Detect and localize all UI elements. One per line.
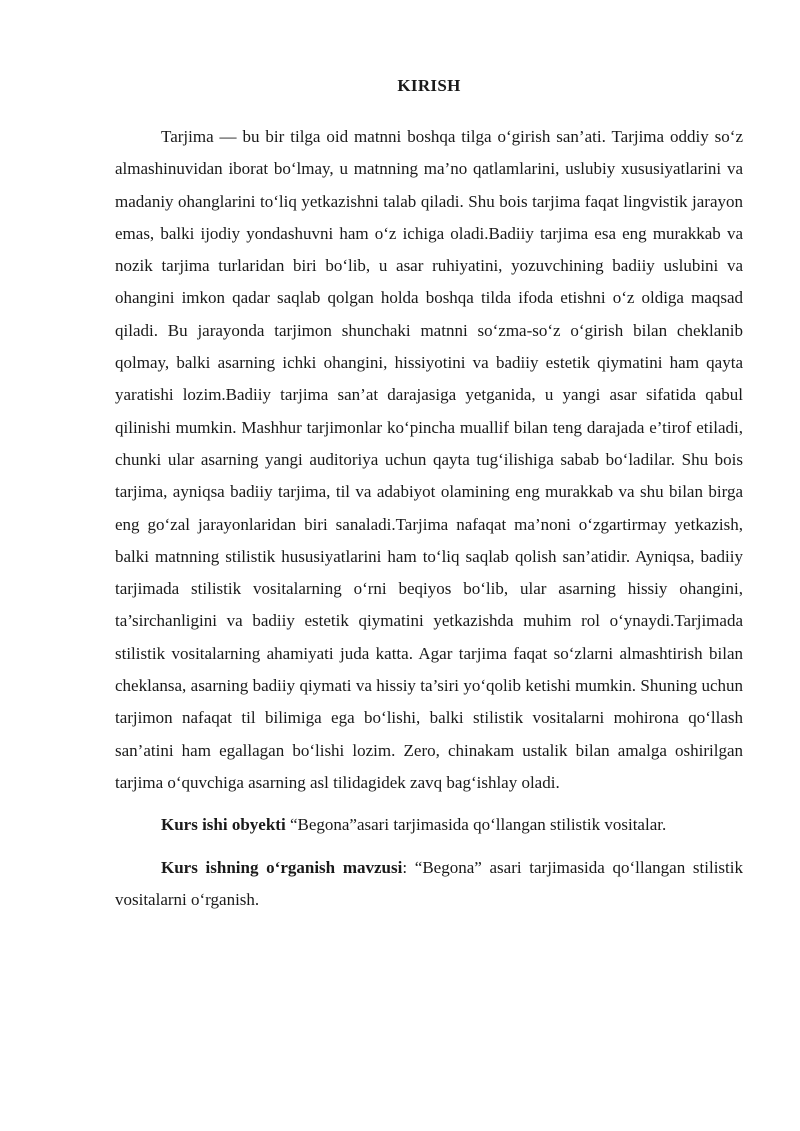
course-subject-label: Kurs ishning o‘rganish mavzusi bbox=[161, 857, 403, 877]
page-title: KIRISH bbox=[397, 76, 461, 95]
course-object-text: “Begona”asari tarjimasida qo‘llangan stilistik vositalar. bbox=[285, 815, 667, 835]
document-body bbox=[115, 121, 743, 916]
intro-paragraph: Tarjima — bu bir tilga oid matnni boshqa tilga o‘girish san’ati. Tarjima oddiy so‘z almashinuvidan iborat bo‘lmay, u matnning ma’no qatlamlarini, uslubiy xususiyatlarini va madaniy ohanglarini to‘liq yetkazishni talab qiladi. Shu bois tarjima faqat lingvistik jarayon emas, balki ijodiy yondashuvni ham o‘z ichiga oladi.Badiiy tarjima esa eng murakkab va nozik tarjima turlaridan biri bo‘lib, u asar ruhiyatini, yozuvchining badiiy uslubini va ohangini imkon qadar saqlab qolgan holda boshqa tilda ifoda etishni o‘z oldiga maqsad qiladi. Bu jarayonda tarjimon shunchaki matnni so‘zma-so‘z o‘girish bilan cheklanib qolmay, balki asarning ichki ohangini, hissiyotini va badiiy estetik qiymatini ham qayta yaratishi lozim.Badiiy tarjima san’at darajasiga yetganida, u yangi asar sifatida qabul qilinishi mumkin. Mashhur tarjimonlar ko‘pincha muallif bilan teng darajada e’tirof etiladi, chunki ular asarning yangi auditoriya uchun qayta tug‘ilishiga sabab bo‘ladilar. Shu bois tarjima, ayniqsa badiiy tarjima, til va adabiyot olamining eng murakkab va shu bilan birga eng go‘zal jarayonlaridan biri sanaladi.Tarjima nafaqat ma’noni o‘zgartirmay yetkazish, balki matnning stilistik hususiyatlarini ham to‘liq saqlab qolish san’atidir. Ayniqsa, badiiy tarjimada stilistik vositalarning o‘rni beqiyos bo‘lib, ular asarning hissiy ohangini, ta’sirchanligini va badiiy estetik qiymatini yetkazishda muhim rol o‘ynaydi.Tarjimada stilistik vositalarning ahamiyati juda katta. Agar tarjima faqat so‘zlarni almashtirish bilan cheklansa, asarning badiiy qiymati va hissiy ta’siri yo‘qolib ketishi mumkin. Shuning uchun tarjimon nafaqat til bilimiga ega bo‘lishi, balki stilistik vositalarni mohirona qo‘llash san’atini ham egallagan bo‘lishi lozim. Zero, chinakam ustalik bilan amalga oshirilgan tarjima o‘quvchiga asarning asl tilidagidek zavq bag‘ishlay oladi. bbox=[115, 127, 743, 792]
course-object-label: Kurs ishi obyekti bbox=[161, 815, 286, 835]
course-subject-paragraph bbox=[115, 852, 743, 917]
course-object-paragraph bbox=[115, 809, 743, 841]
course-subject-text: : “Begona” asari tarjimasida qo‘llangan stilistik vositalarni o‘rganish. bbox=[115, 857, 743, 909]
